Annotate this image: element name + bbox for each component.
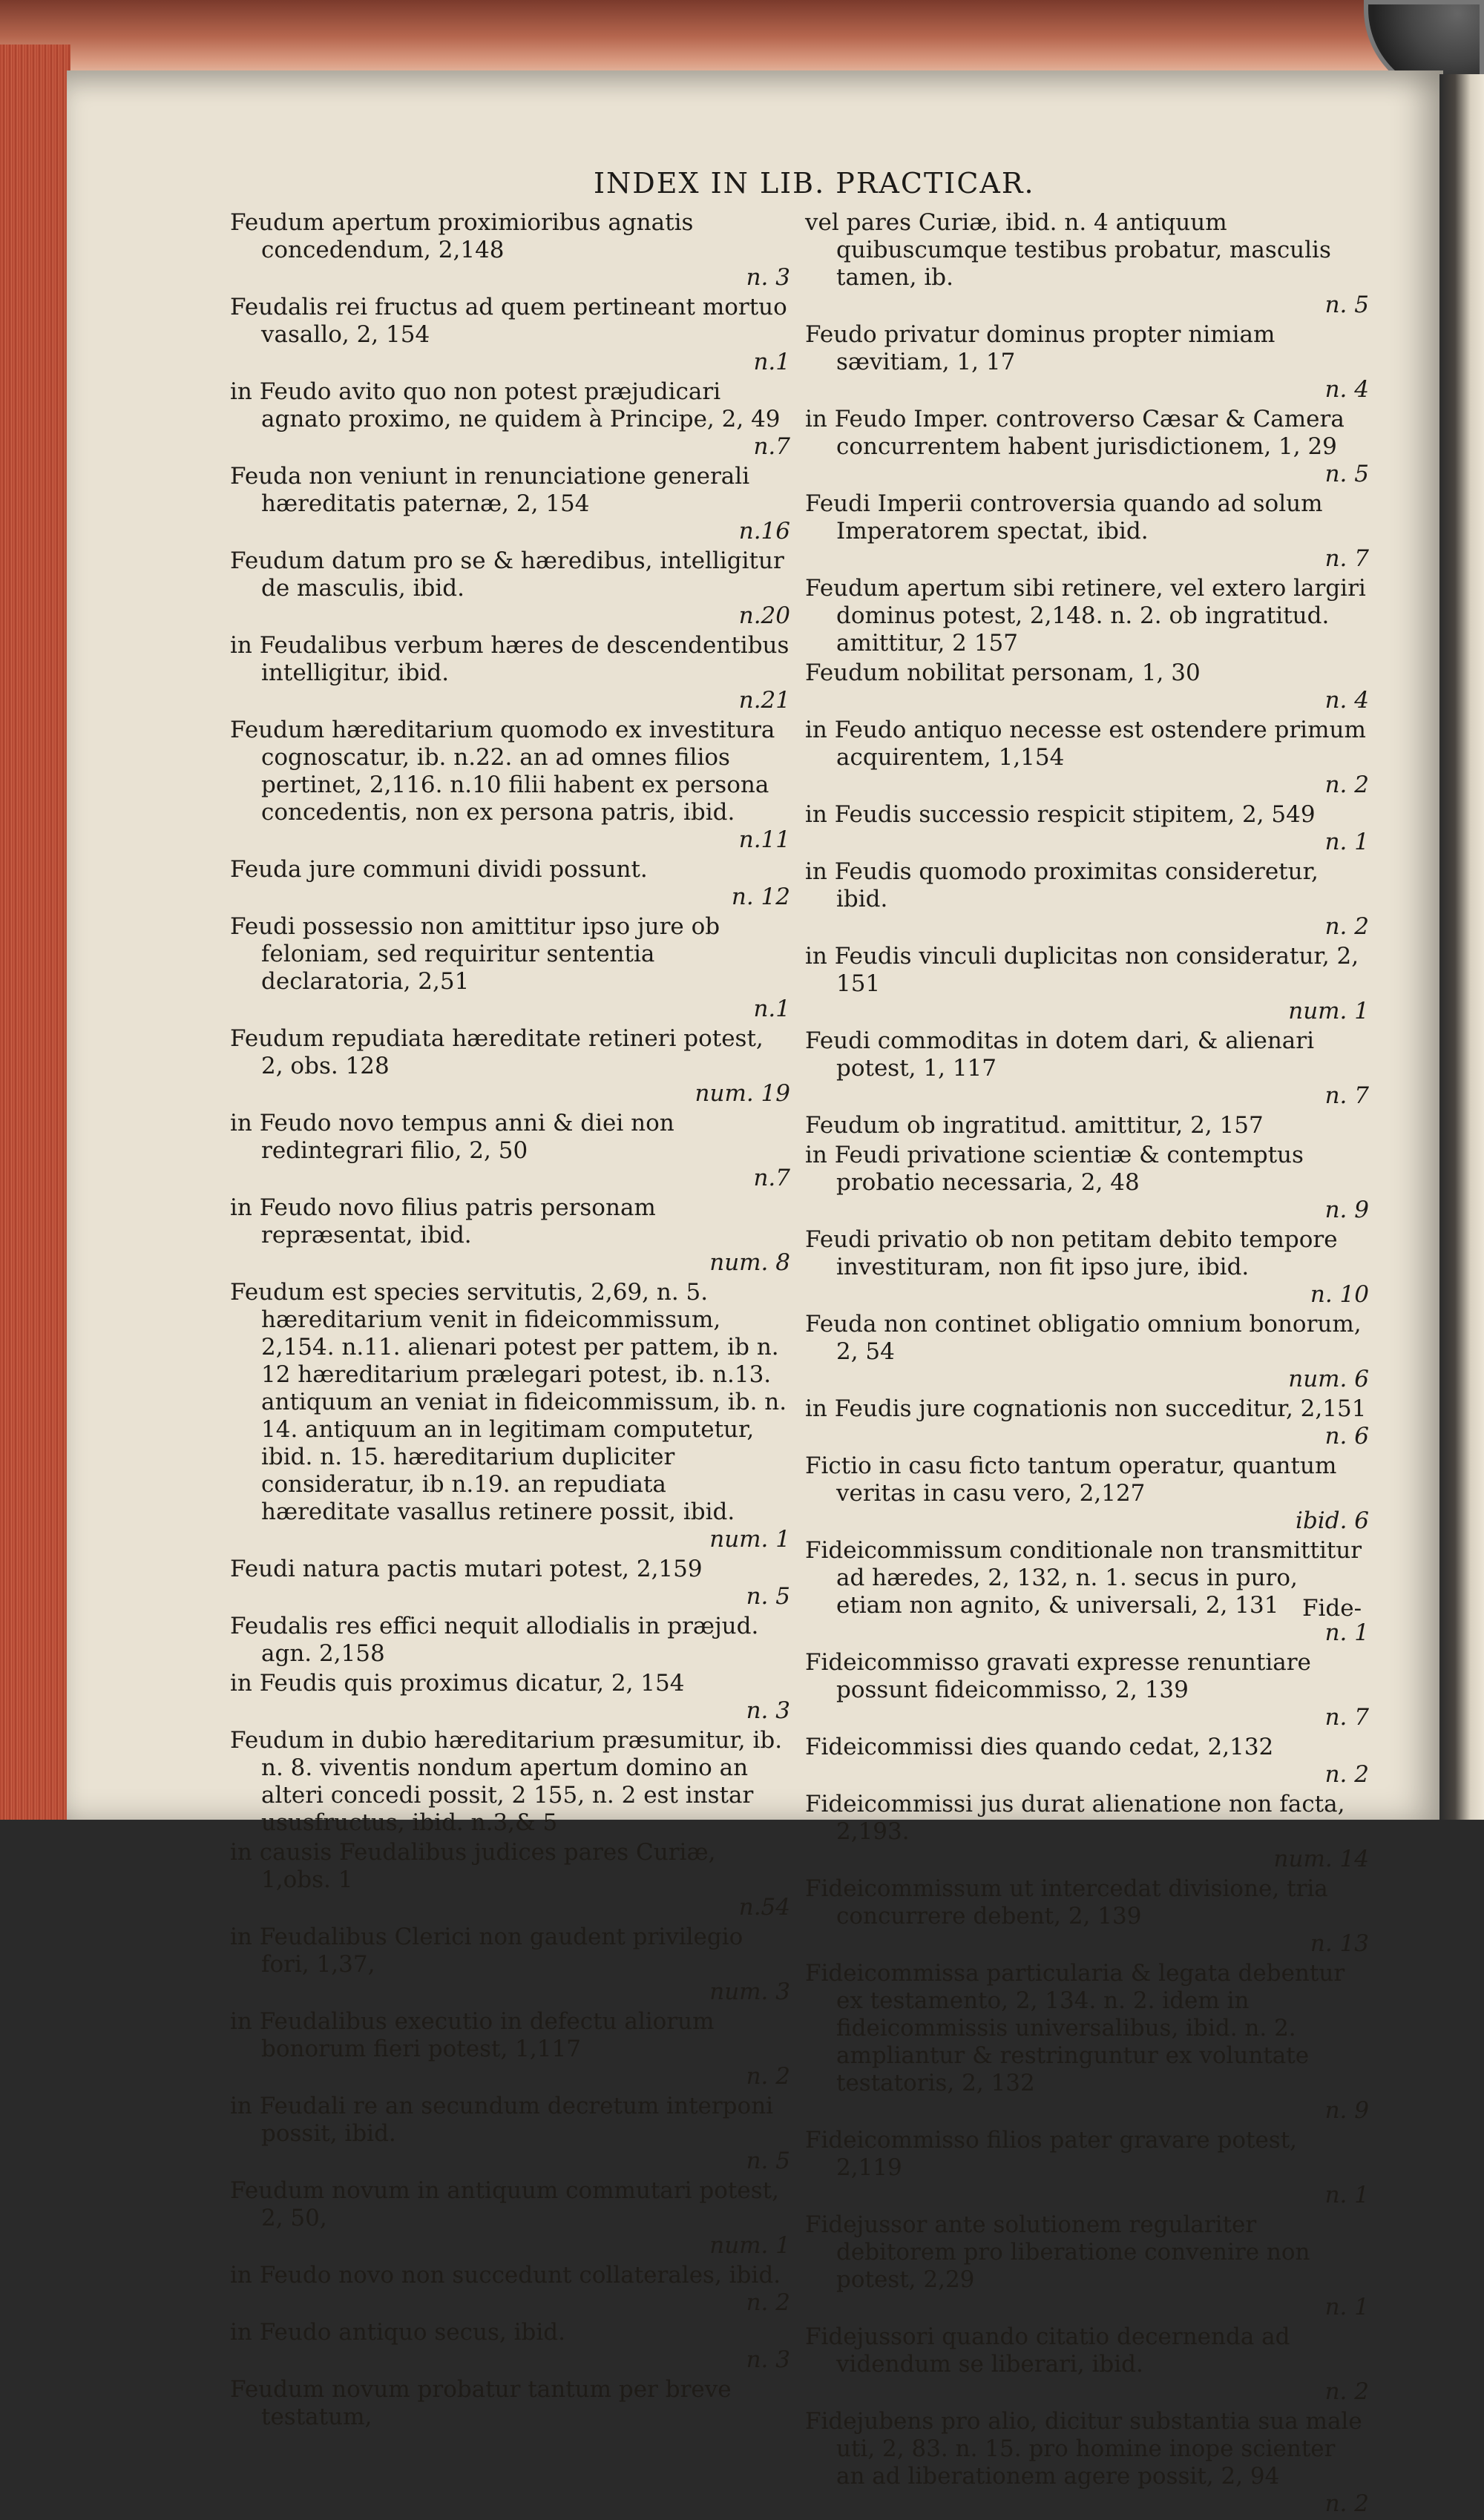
index-entry-text: Feudalis rei fructus ad quem pertineant mortuo vasallo, 2, 154 (230, 294, 787, 348)
index-entry (230, 717, 790, 854)
running-head: INDEX IN LIB. PRACTICAR. (594, 167, 1035, 200)
index-entry-reference: num. 14 (1273, 1846, 1369, 1872)
index-entry-reference: n. 4 (1324, 687, 1369, 714)
index-entry (230, 1279, 790, 1553)
index-entry-reference: n.16 (738, 518, 790, 545)
index-entry-text: Fideicommissum conditionale non transmittitur ad hæredes, 2, 132, n. 1. secus in puro, etiam non agnito, & universali, 2, 131 (805, 1537, 1362, 1619)
index-entry-text: Feudum apertum proximioribus agnatis concedendum, 2,148 (230, 209, 694, 263)
index-entry (805, 1791, 1369, 1873)
index-entry-reference: n.20 (738, 602, 790, 629)
index-entry-reference: n.54 (738, 1894, 790, 1921)
index-entry-text: Feuda jure communi dividi possunt. (230, 856, 648, 883)
index-entry-text: Fideicommissum ut intercedat divisione, tria concurrere debent, 2, 139 (805, 1875, 1328, 1930)
index-entry-text: in Feudalibus Clerici non gaudent privilegio fori, 1,37, (230, 1924, 743, 1978)
index-entry (230, 547, 790, 630)
index-entry (805, 1112, 1369, 1139)
index-entry-reference: n. 10 (1310, 1281, 1369, 1308)
index-entry-text: Feudi possessio non amittitur ipso jure ob feloniam, sed requiritur sententia declaratoria, 2,51 (230, 913, 720, 995)
index-entry-text: in Feudalibus executio in defectu aliorum bonorum fieri potest, 1,117 (230, 2008, 715, 2062)
index-entry (230, 1613, 790, 1668)
index-entry-reference: n. 1 (1324, 1619, 1369, 1646)
index-entry (805, 575, 1369, 657)
index-entry-text: in Feudali re an secundum decretum interponi possit, ibid. (230, 2093, 774, 2147)
index-entry-reference: n. 7 (1324, 1082, 1369, 1109)
index-entry-reference: n. 1 (1324, 829, 1369, 855)
index-entry-reference: n. 12 (731, 884, 790, 910)
index-entry (230, 632, 790, 714)
index-entry-text: Feudum in dubio hæreditarium præsumitur, ib. n. 8. viventis nondum apertum domino an alteri concedi possit, 2 155, n. 2 est instar ususfructus, ibid. n.3,& 5 (230, 1727, 783, 1836)
index-entry-reference: num. 1 (1288, 998, 1369, 1024)
index-entry (805, 406, 1369, 488)
index-entry (230, 1839, 790, 1921)
index-entry-text: Fictio in casu ficto tantum operatur, quantum veritas in casu vero, 2,127 (805, 1453, 1337, 1507)
index-entry (805, 1311, 1369, 1393)
index-entry-reference: n. 2 (1324, 2490, 1369, 2517)
index-entry (805, 659, 1369, 714)
index-entry (230, 2376, 790, 2431)
index-entry (805, 1453, 1369, 1535)
index-entry-text: in Feudis quomodo proximitas consideretur, ibid. (805, 858, 1319, 912)
index-entry (805, 1027, 1369, 1110)
index-entry-reference: n. 1 (1324, 2182, 1369, 2208)
index-entry (805, 321, 1369, 404)
index-entry-text: Fideicommisso filios pater gravare potest, 2,119 (805, 2127, 1298, 2181)
index-entry-reference: n. 9 (1324, 1197, 1369, 1223)
index-entry (230, 1924, 790, 2006)
index-entry-text: Feuda non veniunt in renunciatione generali hæreditatis paternæ, 2, 154 (230, 463, 750, 517)
index-entry-text: in causis Feudalibus judices pares Curiæ, 1,obs. 1 (230, 1839, 716, 1893)
index-entry-text: Fidejussori quando citatio decernenda ad videndum se liberari, ibid. (805, 2323, 1290, 2378)
index-column-right (805, 209, 1369, 2520)
index-entry-reference: n.11 (738, 826, 790, 853)
index-entry-text: Feudi Imperii controversia quando ad solum Imperatorem spectat, ibid. (805, 490, 1323, 545)
index-entry (805, 209, 1369, 319)
index-entry-text: Feudo privatur dominus propter nimiam sævitiam, 1, 17 (805, 321, 1275, 375)
index-entry-text: Feudum nobilitat personam, 1, 30 (805, 659, 1201, 686)
index-entry-reference: n. 6 (1324, 1423, 1369, 1450)
index-entry (805, 2408, 1369, 2518)
index-entry (805, 1395, 1369, 1450)
index-entry-reference: num. 19 (695, 1080, 790, 1107)
index-entry-reference: n.21 (738, 687, 790, 714)
index-entry-reference: num. 8 (709, 1249, 790, 1276)
index-entry-text: in Feudo Imper. controverso Cæsar & Camera concurrentem habent jurisdictionem, 1, 29 (805, 406, 1345, 460)
index-entry (805, 1649, 1369, 1731)
index-entry-reference: n. 13 (1310, 1930, 1369, 1957)
index-entry (230, 294, 790, 376)
index-entry-text: Fideicommisso gravati expresse renuntiare possunt fideicommisso, 2, 139 (805, 1649, 1311, 1703)
index-entry (805, 801, 1369, 856)
index-entry-reference: num. 1 (709, 2232, 790, 2259)
index-entry-text: in Feudis successio respicit stipitem, 2, 549 (805, 801, 1316, 828)
index-entry-text: Feuda non continet obligatio omnium bonorum, 2, 54 (805, 1311, 1362, 1365)
index-column-left (230, 209, 790, 2433)
index-entry (230, 2319, 790, 2374)
index-entry-text: Feudi natura pactis mutari potest, 2,159 (230, 1556, 703, 1582)
index-entry-text: Fideicommissi dies quando cedat, 2,132 (805, 1734, 1274, 1760)
index-entry-text: in Feudo novo non succedunt collaterales, ibid. (230, 2262, 781, 2289)
index-entry-text: Feudum novum in antiquum commutari potest, 2, 50, (230, 2177, 779, 2231)
index-entry-text: Fideicommissi jus durat alienatione non facta, 2,193. (805, 1791, 1345, 1845)
index-entry-text: Feudum hæreditarium quomodo ex investitura cognoscatur, ib. n.22. an ad omnes filios pertinet, 2,116. n.10 filii habent ex persona concedentis, non ex persona patris, ibid. (230, 717, 775, 826)
index-entry-reference: n. 7 (1324, 1704, 1369, 1731)
index-entry-text: Feudum est species servitutis, 2,69, n. 5. hæreditarium venit in fideicommissum, 2,154. n.11. alienari potest per pattem, ib n. 12 hæreditarium prælegari potest, ib. n.13. antiquum an veniat in fideicommissum, ib. n. 14. antiquum an in legitimam computetur, ibid. n. 15. hæreditarium dupliciter consideratur, ib n.19. an repudiata hæreditate vasallus retinere possit, ibid. (230, 1279, 787, 1525)
index-entry-reference: n.1 (753, 349, 790, 375)
index-entry-text: vel pares Curiæ, ibid. n. 4 antiquum quibuscumque testibus probatur, masculis tamen, ib. (805, 209, 1331, 291)
index-entry (805, 1226, 1369, 1309)
index-entry-text: in Feudo antiquo necesse est ostendere primum acquirentem, 1,154 (805, 717, 1366, 771)
index-entry (230, 1194, 790, 1277)
index-entry-text: in Feudo novo filius patris personam repræsentat, ibid. (230, 1194, 656, 1249)
index-entry-text: Fidejubens pro alio, dicitur substantia sua male uti, 2, 83. n. 15. pro homine inope scienter an ad liberationem agere possit, 2, 94 (805, 2408, 1362, 2490)
index-entry (805, 1142, 1369, 1224)
index-entry (230, 913, 790, 1023)
index-entry-text: Feudalis res effici nequit allodialis in præjud. agn. 2,158 (230, 1613, 759, 1667)
index-entry (230, 1110, 790, 1192)
index-entry-reference: n. 5 (1324, 292, 1369, 318)
index-entry (805, 1537, 1369, 1647)
index-entry-reference: n. 3 (746, 2346, 790, 2373)
index-entry (230, 2177, 790, 2260)
index-entry-reference: ibid. 6 (1296, 1507, 1369, 1534)
index-entry (230, 1670, 790, 1725)
index-entry (230, 1556, 790, 1611)
index-entry-reference: num. 6 (1288, 1366, 1369, 1392)
index-entry-text: in Feudis jure cognationis non succeditur, 2,151 (805, 1395, 1367, 1422)
index-entry (230, 856, 790, 911)
book-fore-edge (0, 45, 70, 1820)
index-entry-reference: n. 2 (1324, 913, 1369, 940)
index-entry-reference: n. 9 (1324, 2097, 1369, 2124)
index-entry-reference: n. 7 (1324, 545, 1369, 572)
index-entry-text: Feudum repudiata hæreditate retineri potest, 2, obs. 128 (230, 1025, 764, 1079)
page-gutter (1439, 74, 1484, 1820)
index-entry (805, 2211, 1369, 2321)
index-entry-text: Feudi commoditas in dotem dari, & alienari potest, 1, 117 (805, 1027, 1315, 1082)
index-entry (805, 2323, 1369, 2406)
index-entry-text: in Feudalibus verbum hæres de descendentibus intelligitur, ibid. (230, 632, 789, 686)
index-entry-reference: n.7 (753, 433, 790, 460)
index-entry (805, 490, 1369, 573)
index-entry (805, 1734, 1369, 1789)
index-entry-reference: n. 2 (746, 2063, 790, 2090)
index-entry-text: in Feudis vinculi duplicitas non consideratur, 2, 151 (805, 943, 1359, 997)
index-entry (230, 2262, 790, 2317)
index-entry-text: in Feudo antiquo secus, ibid. (230, 2319, 565, 2346)
index-entry-text: in Feudi privatione scientiæ & contemptus probatio necessaria, 2, 48 (805, 1142, 1304, 1196)
index-entry-reference: n. 2 (746, 2289, 790, 2316)
index-entry-reference: n. 3 (746, 264, 790, 291)
index-entry-text: Fideicommissa particularia & legata debentur ex testamento, 2, 134. n. 2. idem in fideicommissis universalibus, ibid. n. 2. ampliantur & restringuntur ex voluntate testatoris, 2, 132 (805, 1960, 1345, 2096)
index-entry-text: Feudum ob ingratitud. amittitur, 2, 157 (805, 1112, 1264, 1139)
index-entry-reference: n. 2 (1324, 1761, 1369, 1788)
index-entry (805, 943, 1369, 1025)
index-entry-reference: n. 5 (1324, 461, 1369, 487)
index-entry-text: Feudum apertum sibi retinere, vel extero largiri dominus potest, 2,148. n. 2. ob ingratitud. amittitur, 2 157 (805, 575, 1366, 657)
index-entry (805, 717, 1369, 799)
index-entry-text: Fidejussor ante solutionem regulariter debitorem pro liberatione convenire non potest, 2,29 (805, 2211, 1310, 2293)
index-entry (230, 463, 790, 545)
index-entry-text: Feudi privatio ob non petitam debito tempore investituram, non fit ipso jure, ibid. (805, 1226, 1338, 1280)
index-entry-text: in Feudis quis proximus dicatur, 2, 154 (230, 1670, 685, 1697)
index-entry (230, 1025, 790, 1108)
index-entry-reference: n. 2 (1324, 772, 1369, 798)
index-entry-reference: n.7 (753, 1165, 790, 1191)
index-entry-reference: n. 1 (1324, 2294, 1369, 2320)
index-entry-reference: n. 5 (746, 1583, 790, 1610)
index-entry-reference: n.1 (753, 996, 790, 1022)
index-entry (230, 209, 790, 292)
index-entry (230, 1727, 790, 1837)
index-entry (805, 858, 1369, 941)
index-entry-reference: n. 4 (1324, 376, 1369, 403)
book-top-edge (0, 0, 1484, 82)
index-entry-reference: num. 3 (709, 1978, 790, 2005)
index-entry (805, 1960, 1369, 2125)
index-entry (230, 2008, 790, 2090)
index-entry-reference: n. 5 (746, 2148, 790, 2174)
index-entry-text: in Feudo avito quo non potest præjudicari agnato proximo, ne quidem à Principe, 2, 49 (230, 378, 781, 432)
index-entry (805, 1875, 1369, 1958)
index-entry-text: Feudum novum probatur tantum per breve testatum, (230, 2376, 732, 2430)
index-entry (230, 2093, 790, 2175)
index-entry (230, 378, 790, 461)
index-entry (805, 2127, 1369, 2209)
index-entry-reference: n. 2 (1324, 2378, 1369, 2405)
catchword: Fide- (1302, 1595, 1362, 1622)
index-entry-reference: n. 3 (746, 1697, 790, 1724)
index-entry-text: Feudum datum pro se & hæredibus, intelligitur de masculis, ibid. (230, 547, 784, 602)
index-entry-reference: num. 1 (709, 1526, 790, 1553)
index-entry-text: in Feudo novo tempus anni & diei non redintegrari filio, 2, 50 (230, 1110, 674, 1164)
